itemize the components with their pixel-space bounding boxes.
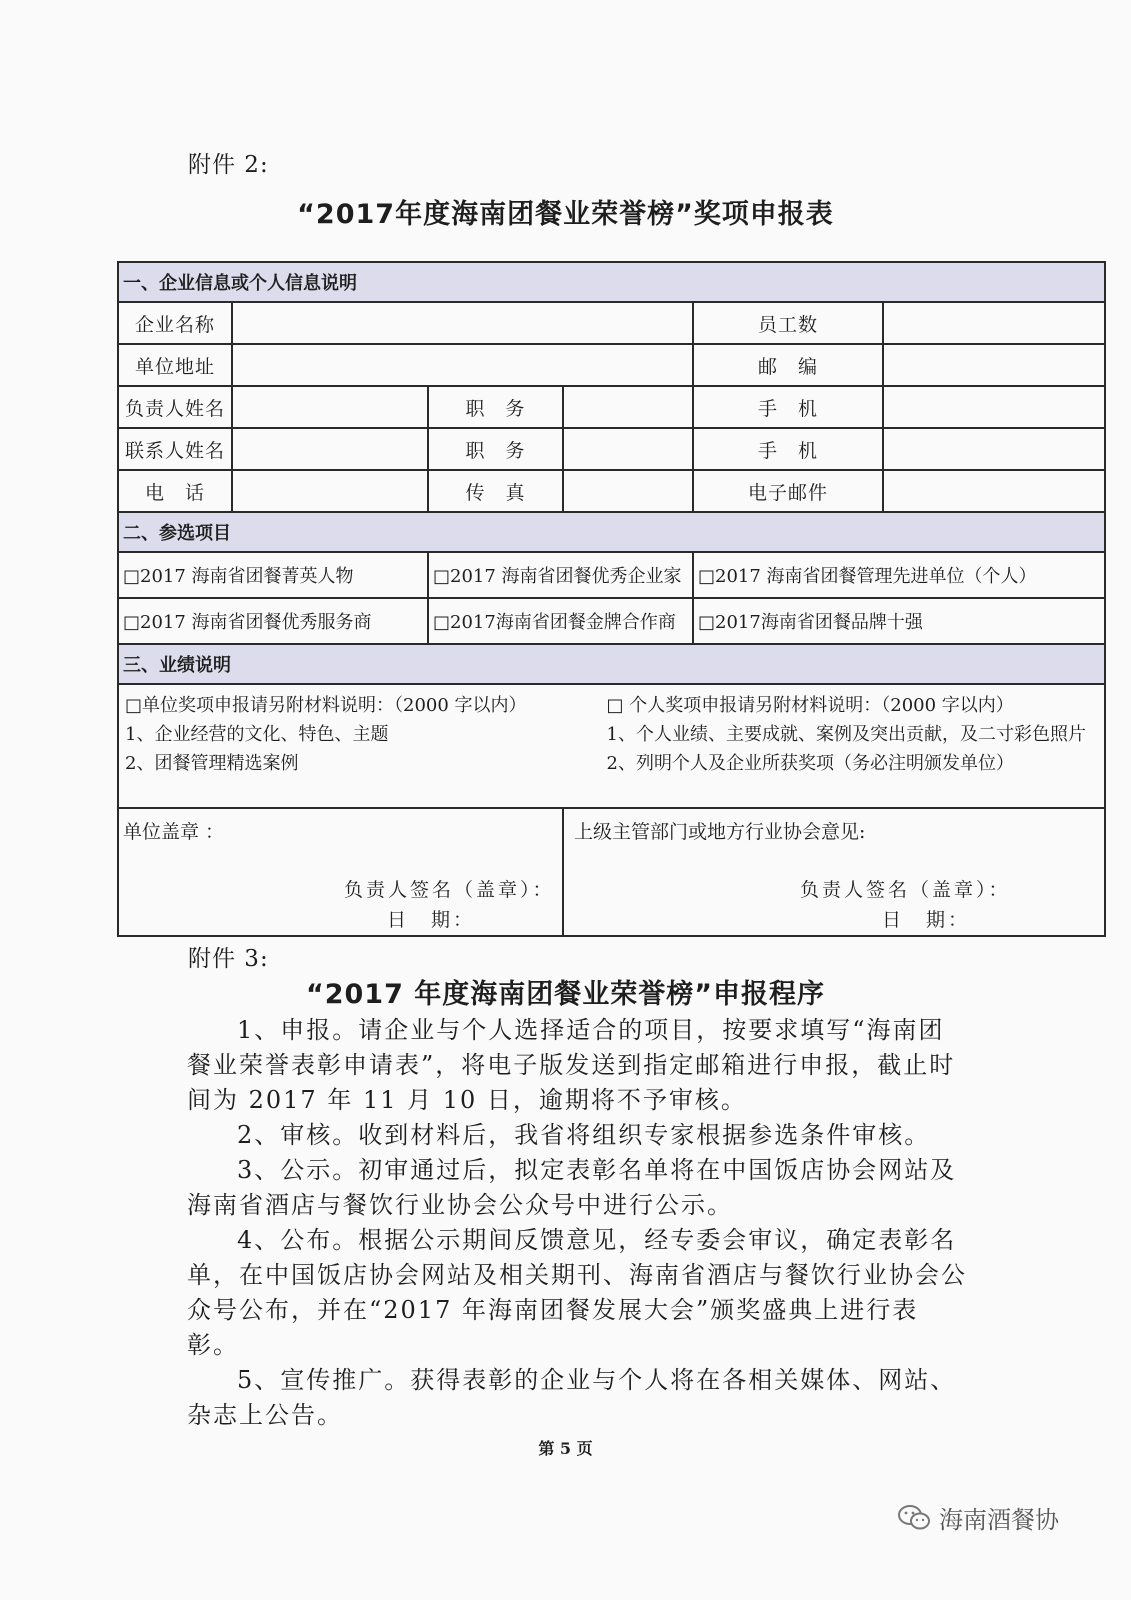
procedure-paragraph: 4、公布。根据公示期间反馈意见，经专委会审议，确定表彰名单，在中国饭店协会网站及相关期刊、海南省酒店与餐饮行业协会公众号公布，并在“2017 年海南团餐发展大会”颁奖盛典上进行表彰。 xyxy=(187,1226,967,1359)
person-in-charge-label: 负责人姓名 xyxy=(118,386,232,428)
contact-name-label: 联系人姓名 xyxy=(118,428,232,470)
section-1-header: 一、企业信息或个人信息说明 xyxy=(118,262,1105,302)
option-advanced-unit[interactable]: □2017 海南省团餐管理先进单位（个人） xyxy=(693,552,1105,598)
unit-notes-line[interactable]: □单位奖项申报请另附材料说明：（2000 字以内） xyxy=(125,695,527,716)
option-excellent-entrepreneur[interactable]: □2017 海南省团餐优秀企业家 xyxy=(428,552,693,598)
email-field[interactable] xyxy=(883,470,1105,512)
right-date-label: 日 期： xyxy=(882,909,971,931)
postcode-field[interactable] xyxy=(883,344,1105,386)
unit-notes-line: 2、团餐管理精选案例 xyxy=(125,753,299,774)
procedure-body xyxy=(187,1013,967,1433)
mobile-field[interactable] xyxy=(883,386,1105,428)
position-field[interactable] xyxy=(563,386,693,428)
authority-opinion-cell[interactable] xyxy=(563,808,1105,936)
attachment-3-label: 附件 3: xyxy=(188,946,269,972)
contact-position-label: 职 务 xyxy=(428,428,563,470)
employees-label: 员工数 xyxy=(693,302,883,344)
procedure-paragraph: 5、宣传推广。获得表彰的企业与个人将在各相关媒体、网站、杂志上公告。 xyxy=(187,1366,957,1429)
employees-field[interactable] xyxy=(883,302,1105,344)
procedure-paragraph: 1、申报。请企业与个人选择适合的项目，按要求填写“海南团餐业荣誉表彰申请表”，将电子版发送到指定邮箱进行申报，截止时间为 2017 年 11 月 10 日，逾期将不予审核。 xyxy=(187,1016,956,1114)
left-date-label: 日 期： xyxy=(387,909,476,931)
postcode-label: 邮 编 xyxy=(693,344,883,386)
contact-mobile-field[interactable] xyxy=(883,428,1105,470)
address-field[interactable] xyxy=(232,344,693,386)
watermark-text: 海南酒餐协 xyxy=(939,1506,1059,1534)
option-top-ten-brand[interactable]: □2017海南省团餐品牌十强 xyxy=(693,598,1105,644)
mobile-label: 手 机 xyxy=(693,386,883,428)
person-in-charge-field[interactable] xyxy=(232,386,428,428)
contact-name-field[interactable] xyxy=(232,428,428,470)
section-2-header: 二、参选项目 xyxy=(118,512,1105,552)
unit-seal-label: 单位盖章 ： xyxy=(123,821,225,843)
position-label: 职 务 xyxy=(428,386,563,428)
personal-notes-line: 2、列明个人及企业所获奖项（务必注明颁发单位） xyxy=(606,753,1014,774)
company-name-field[interactable] xyxy=(232,302,693,344)
contact-position-field[interactable] xyxy=(563,428,693,470)
email-label: 电子邮件 xyxy=(693,470,883,512)
attachment-2-label: 附件 2: xyxy=(188,152,269,178)
page-number: 第 5 页 xyxy=(538,1439,593,1458)
phone-field[interactable] xyxy=(232,470,428,512)
company-name-label: 企业名称 xyxy=(118,302,232,344)
personal-notes xyxy=(607,691,1099,778)
phone-label: 电 话 xyxy=(118,470,232,512)
contact-mobile-label: 手 机 xyxy=(693,428,883,470)
performance-notes xyxy=(118,684,1105,808)
procedure-paragraph: 3、公示。初审通过后，拟定表彰名单将在中国饭店协会网站及海南省酒店与餐饮行业协会公众号中进行公示。 xyxy=(187,1156,957,1219)
form-title: “2017年度海南团餐业荣誉榜”奖项申报表 xyxy=(297,199,834,230)
fax-field[interactable] xyxy=(563,470,693,512)
personal-notes-line[interactable]: □ 个人奖项申报请另附材料说明：（2000 字以内） xyxy=(606,695,1014,716)
section-3-header: 三、业绩说明 xyxy=(118,644,1105,684)
wechat-icon xyxy=(897,1504,931,1532)
procedure-paragraph: 2、审核。收到材料后，我省将组织专家根据参选条件审核。 xyxy=(237,1121,931,1149)
option-excellent-service-provider[interactable]: □2017 海南省团餐优秀服务商 xyxy=(118,598,428,644)
unit-seal-cell[interactable] xyxy=(118,808,563,936)
watermark xyxy=(897,1500,1059,1535)
fax-label: 传 真 xyxy=(428,470,563,512)
unit-notes xyxy=(125,691,617,778)
procedure-title: “2017 年度海南团餐业荣誉榜”申报程序 xyxy=(305,979,826,1010)
option-gold-partner[interactable]: □2017海南省团餐金牌合作商 xyxy=(428,598,693,644)
application-form-table xyxy=(117,261,1106,937)
personal-notes-line: 1、个人业绩、主要成就、案例及突出贡献，及二寸彩色照片 xyxy=(606,724,1086,745)
address-label: 单位地址 xyxy=(118,344,232,386)
right-signature-label: 负责人签名（盖章）： xyxy=(800,879,1011,901)
authority-opinion-label: 上级主管部门或地方行业协会意见: xyxy=(574,821,866,843)
left-signature-label: 负责人签名（盖章）： xyxy=(344,879,555,901)
option-elite-person[interactable]: □2017 海南省团餐菁英人物 xyxy=(118,552,428,598)
unit-notes-line: 1、企业经营的文化、特色、主题 xyxy=(125,724,389,745)
